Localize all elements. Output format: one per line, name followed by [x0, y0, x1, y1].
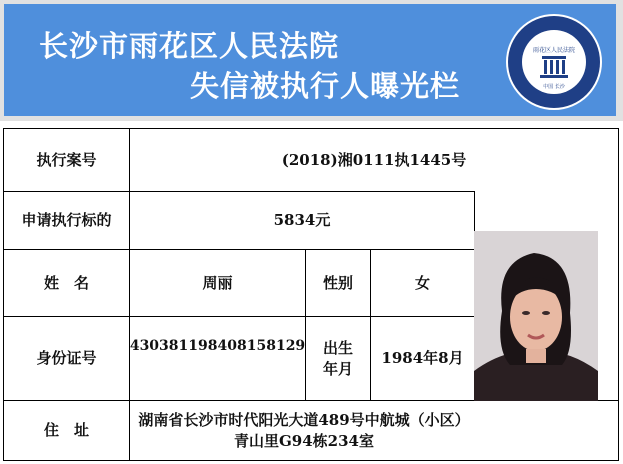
emblem-bottom-text: 中国 长沙: [543, 84, 565, 90]
court-emblem-icon: [504, 12, 604, 112]
name-value: 周丽: [202, 273, 233, 292]
gender-value: 女: [414, 273, 430, 292]
debtor-photo: [474, 231, 598, 401]
amount-label: 申请执行标的: [21, 211, 112, 229]
case-number-label: 执行案号: [36, 150, 97, 169]
case-number-value: (2018)湘0111执1445号: [281, 150, 467, 169]
gender-label: 性别: [322, 273, 353, 292]
birth-label: 出生年月: [322, 338, 353, 378]
name-label: 姓 名: [43, 273, 89, 292]
id-number-label: 身份证号: [36, 349, 97, 367]
amount-value: 5834元: [273, 211, 331, 229]
address-value: 湖南省长沙市时代阳光大道489号中航城（小区）青山里G94栋234室: [138, 410, 470, 450]
debtor-info-table: [3, 128, 619, 461]
banner-frame: [0, 0, 623, 121]
address-label: 住 址: [43, 421, 89, 439]
court-title: 长沙市雨花区人民法院: [39, 29, 340, 63]
emblem-inner-text: 雨花区人民法院: [532, 47, 576, 54]
birth-value: 1984年8月: [381, 349, 464, 367]
id-number-value: 430381198408158129: [129, 338, 306, 355]
page-title: 失信被执行人曝光栏: [190, 69, 461, 103]
